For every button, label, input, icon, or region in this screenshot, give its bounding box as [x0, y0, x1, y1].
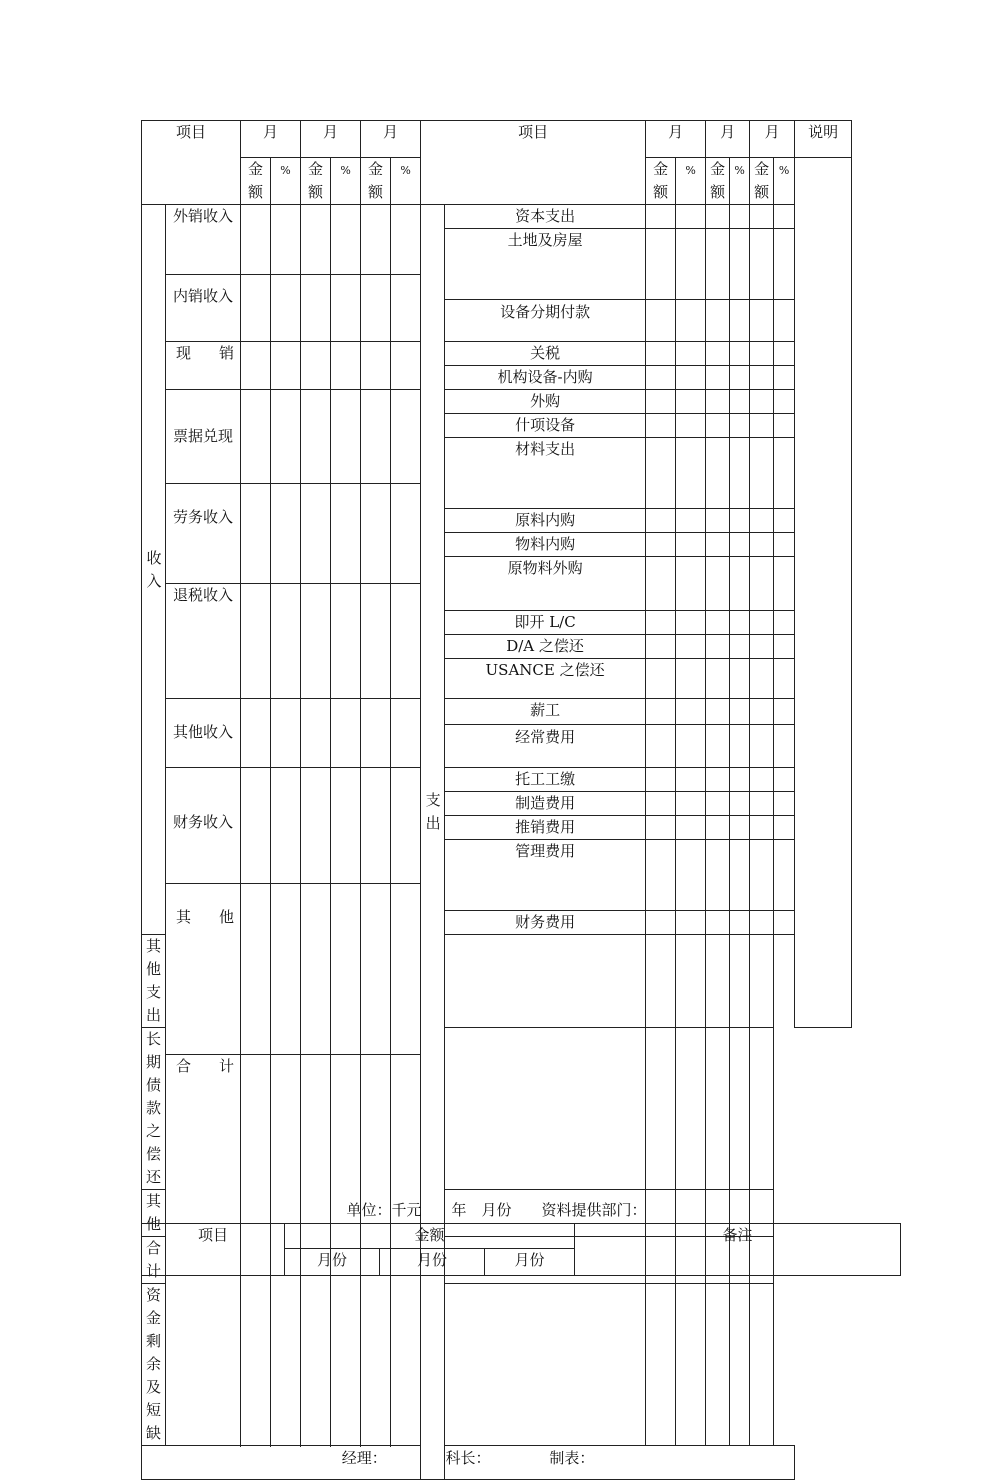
- expense-cell: [774, 699, 795, 725]
- expense-cell: [706, 768, 730, 792]
- income-cell: [331, 484, 361, 584]
- header-amount: 金额: [646, 158, 676, 205]
- summary-table: [141, 1223, 901, 1276]
- expense-row-label: 推销费用: [445, 816, 646, 840]
- expense-row-label: 即开 L/C: [445, 611, 646, 635]
- expense-cell: [750, 342, 774, 366]
- income-row-label: 内销收入: [166, 275, 241, 342]
- expense-cell: [706, 911, 730, 935]
- expense-cell: [676, 659, 706, 699]
- expense-cell: [750, 840, 774, 911]
- summary-header-amount: 金额: [285, 1224, 575, 1249]
- expense-cell: [706, 414, 730, 438]
- expense-cell: [646, 1028, 676, 1190]
- expense-cell: [676, 205, 706, 229]
- income-cell: [301, 390, 331, 484]
- income-cell: [391, 584, 421, 699]
- expense-cell: [730, 229, 750, 300]
- expense-cell: [730, 725, 750, 768]
- income-cell: [361, 768, 391, 884]
- income-cell: [301, 275, 331, 342]
- expense-cell: [676, 699, 706, 725]
- expense-cell: [774, 205, 795, 229]
- header-remark: 说明: [795, 121, 852, 158]
- expense-cell: [706, 699, 730, 725]
- expense-cell: [706, 300, 730, 342]
- expense-cell: [730, 509, 750, 533]
- expense-cell: [750, 300, 774, 342]
- income-cell: [331, 342, 361, 390]
- income-cell: [361, 205, 391, 275]
- income-cell: [391, 884, 421, 1055]
- income-cell: [301, 768, 331, 884]
- expense-cell: [706, 509, 730, 533]
- expense-cell: [774, 792, 795, 816]
- expense-cell: [774, 816, 795, 840]
- expense-cell: [706, 205, 730, 229]
- header-month-4: 月: [646, 121, 706, 158]
- expense-cell: [646, 611, 676, 635]
- expense-cell: [774, 438, 795, 509]
- income-cell: [241, 484, 271, 584]
- expense-cell: [676, 768, 706, 792]
- income-cell: [271, 699, 301, 768]
- header-pct: %: [331, 158, 361, 205]
- expense-cell: [706, 935, 730, 1028]
- expense-row-label: 设备分期付款: [445, 300, 646, 342]
- expense-cell: [774, 300, 795, 342]
- header-month-2: 月: [301, 121, 361, 158]
- expense-cell: [730, 205, 750, 229]
- expense-cell: [750, 768, 774, 792]
- expense-row-label: 原料内购: [445, 509, 646, 533]
- expense-cell: [706, 1028, 730, 1190]
- expense-cell: [774, 366, 795, 390]
- expense-cell: [676, 229, 706, 300]
- expense-cell: [750, 390, 774, 414]
- expense-cell: [774, 414, 795, 438]
- expense-cell: [730, 390, 750, 414]
- expense-cell: [676, 792, 706, 816]
- expense-cell: [750, 911, 774, 935]
- expense-cell: [750, 1284, 774, 1446]
- header-pct: %: [271, 158, 301, 205]
- income-row-label: 财务收入: [166, 768, 241, 884]
- expense-row-label: 合计: [142, 1237, 166, 1284]
- expense-cell: [730, 768, 750, 792]
- expense-cell: [676, 725, 706, 768]
- expense-cell: [730, 699, 750, 725]
- expense-cell: [750, 699, 774, 725]
- expense-cell: [445, 1284, 646, 1446]
- income-cell: [241, 275, 271, 342]
- income-cell: [361, 484, 391, 584]
- expense-cell: [676, 816, 706, 840]
- expense-cell: [750, 533, 774, 557]
- expense-cell: [676, 840, 706, 911]
- income-cell: [391, 205, 421, 275]
- expense-cell: [646, 725, 676, 768]
- expense-cell: [445, 935, 646, 1028]
- expense-cell: [750, 229, 774, 300]
- expense-cell: [646, 840, 676, 911]
- expense-cell: [646, 635, 676, 659]
- expense-cell: [646, 390, 676, 414]
- expense-cell: [646, 205, 676, 229]
- expense-cell: [750, 816, 774, 840]
- expense-cell: [706, 366, 730, 390]
- expense-cell: [750, 366, 774, 390]
- income-cell: [301, 484, 331, 584]
- expense-cell: [676, 414, 706, 438]
- expense-cell: [706, 390, 730, 414]
- expense-cell: [646, 768, 676, 792]
- expense-cell: [676, 366, 706, 390]
- income-group-label: 收入: [142, 205, 166, 935]
- expense-cell: [730, 611, 750, 635]
- expense-cell: [750, 205, 774, 229]
- expense-cell: [706, 533, 730, 557]
- signature-preparer: 制表：: [549, 1449, 595, 1467]
- expense-cell: [730, 911, 750, 935]
- income-cell: [331, 584, 361, 699]
- expense-cell: [706, 557, 730, 611]
- expense-cell: [676, 342, 706, 366]
- income-cell: [391, 390, 421, 484]
- expense-row-label: 经常费用: [445, 725, 646, 768]
- income-cell: [391, 342, 421, 390]
- expense-row-label: 托工工缴: [445, 768, 646, 792]
- income-cell: [271, 484, 301, 584]
- expense-cell: [676, 1028, 706, 1190]
- expense-row-label: 长期债款之偿还: [142, 1028, 166, 1190]
- expense-cell: [676, 390, 706, 414]
- income-cell: [271, 584, 301, 699]
- expense-cell: [676, 509, 706, 533]
- expense-cell: [646, 229, 676, 300]
- expense-row-label: 管理费用: [445, 840, 646, 911]
- income-cell: [271, 275, 301, 342]
- header-amount: 金额: [361, 158, 391, 205]
- expense-row-label: 薪工: [445, 699, 646, 725]
- summary-header-remark: 备注: [575, 1224, 901, 1276]
- expense-cell: [646, 509, 676, 533]
- header-item-right: 项目: [421, 121, 646, 205]
- expense-row-label: 资本支出: [445, 205, 646, 229]
- expense-cell: [706, 611, 730, 635]
- expense-cell: [646, 557, 676, 611]
- income-cell: [301, 699, 331, 768]
- expense-row-label: USANCE 之偿还: [445, 659, 646, 699]
- income-cell: [271, 884, 301, 1055]
- expense-cell: [730, 366, 750, 390]
- expense-row-label: 原物料外购: [445, 557, 646, 611]
- income-cell: [391, 699, 421, 768]
- expense-cell: [706, 816, 730, 840]
- expense-cell: [774, 557, 795, 611]
- income-cell: [331, 699, 361, 768]
- expense-cell: [676, 1284, 706, 1446]
- expense-row-label: 什项设备: [445, 414, 646, 438]
- expense-cell: [646, 792, 676, 816]
- expense-cell: [646, 659, 676, 699]
- expense-group-label: 支出: [421, 205, 445, 1480]
- expense-cell: [750, 414, 774, 438]
- expense-cell: [706, 342, 730, 366]
- income-cell: [361, 342, 391, 390]
- expense-cell: [774, 533, 795, 557]
- income-cell: [361, 390, 391, 484]
- summary-month-1: 月份: [285, 1249, 380, 1276]
- income-cell: [271, 342, 301, 390]
- expense-cell: [676, 300, 706, 342]
- expense-cell: [646, 366, 676, 390]
- header-amount: 金额: [706, 158, 730, 205]
- income-cell: [361, 275, 391, 342]
- expense-cell: [774, 635, 795, 659]
- expense-cell: [774, 611, 795, 635]
- expense-cell: [676, 533, 706, 557]
- header-pct: %: [730, 158, 750, 205]
- summary-header-item: 项目: [142, 1224, 285, 1276]
- income-cell: [241, 584, 271, 699]
- expense-cell: [774, 725, 795, 768]
- summary-month-3: 月份: [485, 1249, 575, 1276]
- header-amount: 金额: [301, 158, 331, 205]
- income-cell: [361, 584, 391, 699]
- income-row-label: 其他: [166, 884, 241, 1055]
- income-cell: [271, 768, 301, 884]
- income-cell: [271, 205, 301, 275]
- income-cell: [241, 884, 271, 1055]
- expense-cell: [750, 935, 774, 1028]
- income-cell: [391, 484, 421, 584]
- expense-cell: [774, 509, 795, 533]
- expense-cell: [646, 699, 676, 725]
- cash-budget-table: [141, 120, 852, 1480]
- income-cell: [391, 275, 421, 342]
- signature-manager: 经理：: [341, 1449, 387, 1467]
- income-cell: [391, 768, 421, 884]
- expense-cell: [774, 911, 795, 935]
- expense-cell: [676, 635, 706, 659]
- expense-cell: [676, 438, 706, 509]
- header-month-1: 月: [241, 121, 301, 158]
- expense-cell: [706, 438, 730, 509]
- income-cell: [331, 275, 361, 342]
- remark-column: [795, 158, 852, 1028]
- income-cell: [301, 884, 331, 1055]
- expense-cell: [646, 300, 676, 342]
- expense-cell: [730, 342, 750, 366]
- income-cell: [301, 342, 331, 390]
- expense-cell: [445, 1028, 646, 1190]
- expense-cell: [676, 911, 706, 935]
- expense-cell: [730, 300, 750, 342]
- expense-cell: [706, 229, 730, 300]
- income-row-label: 退税收入: [166, 584, 241, 699]
- expense-cell: [774, 390, 795, 414]
- expense-cell: [706, 659, 730, 699]
- income-row-label: 劳务收入: [166, 484, 241, 584]
- expense-cell: [774, 659, 795, 699]
- header-month-6: 月: [750, 121, 795, 158]
- header-month-5: 月: [706, 121, 750, 158]
- income-cell: [241, 342, 271, 390]
- income-cell: [301, 584, 331, 699]
- income-cell: [361, 884, 391, 1055]
- expense-cell: [750, 509, 774, 533]
- summary-month-2: 月份: [380, 1249, 485, 1276]
- expense-row-label: 其他支出: [142, 935, 166, 1028]
- expense-cell: [706, 1284, 730, 1446]
- income-cell: [241, 390, 271, 484]
- expense-row-label: 其他: [142, 1190, 166, 1237]
- expense-cell: [750, 792, 774, 816]
- income-cell: [331, 768, 361, 884]
- expense-cell: [730, 414, 750, 438]
- income-cell: [241, 768, 271, 884]
- unit-line: 单位：千元 年 月份 资料提供部门：: [346, 1201, 647, 1219]
- expense-cell: [750, 659, 774, 699]
- expense-cell: [730, 792, 750, 816]
- expense-cell: [706, 792, 730, 816]
- income-cell: [331, 390, 361, 484]
- expense-row-label: 资金剩余及短缺: [142, 1284, 166, 1446]
- expense-cell: [646, 342, 676, 366]
- expense-row-label: 关税: [445, 342, 646, 366]
- expense-row-label: 机构设备-内购: [445, 366, 646, 390]
- expense-cell: [646, 935, 676, 1028]
- expense-row-label: 外购: [445, 390, 646, 414]
- income-cell: [301, 205, 331, 275]
- expense-cell: [730, 1028, 750, 1190]
- expense-cell: [730, 557, 750, 611]
- expense-cell: [706, 840, 730, 911]
- expense-cell: [646, 414, 676, 438]
- header-pct: %: [774, 158, 795, 205]
- signature-row: [142, 1446, 795, 1480]
- expense-cell: [730, 935, 750, 1028]
- expense-cell: [646, 816, 676, 840]
- expense-row-label: 财务费用: [445, 911, 646, 935]
- header-month-3: 月: [361, 121, 421, 158]
- expense-cell: [706, 635, 730, 659]
- expense-cell: [750, 611, 774, 635]
- expense-cell: [730, 533, 750, 557]
- expense-cell: [676, 557, 706, 611]
- income-cell: [331, 884, 361, 1055]
- expense-cell: [774, 768, 795, 792]
- expense-cell: [646, 1284, 676, 1446]
- expense-cell: [750, 438, 774, 509]
- expense-cell: [730, 635, 750, 659]
- income-row-label: 合计: [166, 1055, 241, 1446]
- expense-cell: [730, 438, 750, 509]
- income-cell: [271, 390, 301, 484]
- expense-cell: [750, 1028, 774, 1190]
- expense-row-label: 材料支出: [445, 438, 646, 509]
- expense-cell: [774, 342, 795, 366]
- expense-row-label: 制造费用: [445, 792, 646, 816]
- expense-cell: [750, 635, 774, 659]
- expense-cell: [646, 438, 676, 509]
- expense-cell: [750, 725, 774, 768]
- expense-cell: [646, 911, 676, 935]
- header-item-left: 项目: [142, 121, 241, 205]
- expense-cell: [750, 557, 774, 611]
- expense-cell: [676, 611, 706, 635]
- expense-cell: [774, 840, 795, 911]
- income-cell: [241, 699, 271, 768]
- expense-cell: [730, 816, 750, 840]
- expense-cell: [706, 725, 730, 768]
- income-cell: [361, 699, 391, 768]
- expense-row-label: D/A 之偿还: [445, 635, 646, 659]
- expense-cell: [730, 659, 750, 699]
- header-pct: %: [676, 158, 706, 205]
- income-row-label: 外销收入: [166, 205, 241, 275]
- signature-section-chief: 科长：: [445, 1449, 491, 1467]
- expense-row-label: 土地及房屋: [445, 229, 646, 300]
- income-row-label: 其他收入: [166, 699, 241, 768]
- header-amount: 金额: [750, 158, 774, 205]
- income-row-label: 现销: [166, 342, 241, 390]
- expense-row-label: 物料内购: [445, 533, 646, 557]
- expense-cell: [730, 840, 750, 911]
- header-amount: 金额: [241, 158, 271, 205]
- income-row-label: 票据兑现: [166, 390, 241, 484]
- income-cell: [241, 205, 271, 275]
- expense-cell: [676, 935, 706, 1028]
- expense-cell: [730, 1284, 750, 1446]
- expense-cell: [774, 229, 795, 300]
- expense-cell: [646, 533, 676, 557]
- income-cell: [331, 205, 361, 275]
- header-pct: %: [391, 158, 421, 205]
